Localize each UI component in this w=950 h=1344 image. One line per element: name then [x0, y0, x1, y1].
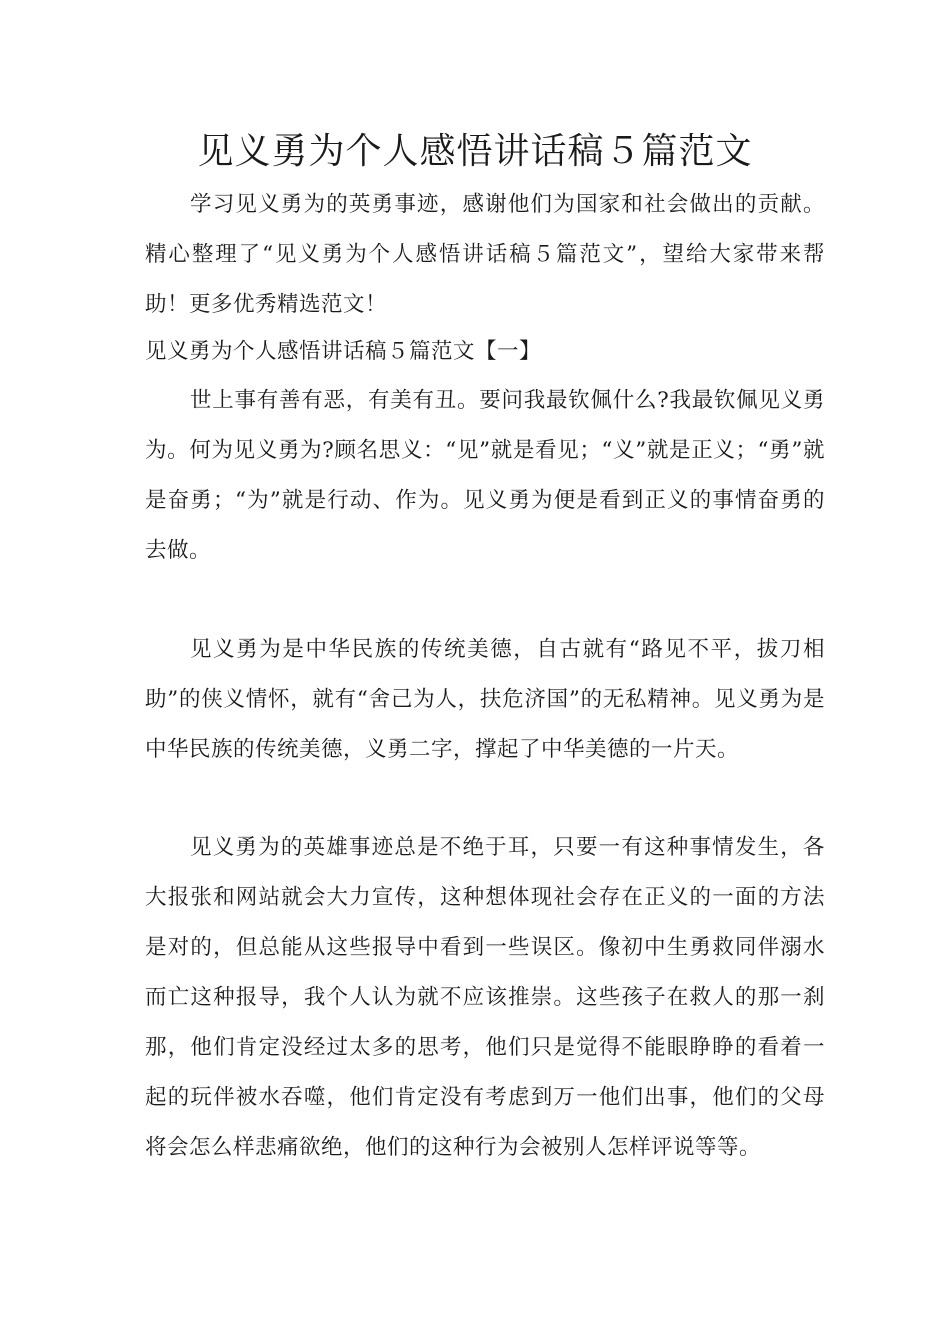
- body-paragraph-1: 世上事有善有恶，有美有丑。要问我最钦佩什么?我最钦佩见义勇为。何为见义勇为?顾名思义：“见”就是看见；“义”就是正义；“勇”就是奋勇；“为”就是行动、作为。见义勇为便是看到正义的事情奋勇的去做。: [145, 388, 825, 563]
- body-paragraph-3: 见义勇为的英雄事迹总是不绝于耳，只要一有这种事情发生，各大报张和网站就会大力宣传，这种想体现社会存在正义的一面的方法是对的，但总能从这些报导中看到一些误区。像初中生勇救同伴溺水而亡这种报导，我个人认为就不应该推崇。这些孩子在救人的那一刹那，他们肯定没经过太多的思考，他们只是觉得不能眼睁睁的看着一起的玩伴被水吞噬，他们肯定没有考虑到万一他们出事，他们的父母将会怎么样悲痛欲绝，他们的这种行为会被别人怎样评说等等。: [145, 835, 825, 1160]
- intro-paragraph: 学习见义勇为的英勇事迹，感谢他们为国家和社会做出的贡献。精心整理了“见义勇为个人感悟讲话稿５篇范文”，望给大家带来帮助！更多优秀精选范文！: [145, 192, 825, 317]
- body-paragraph-2: 见义勇为是中华民族的传统美德，自古就有“路见不平，拔刀相助”的侠义情怀，就有“舍己为人，扶危济国”的无私精神。见义勇为是中华民族的传统美德，义勇二字，撑起了中华美德的一片天。: [145, 637, 825, 762]
- document-title: 见义勇为个人感悟讲话稿５篇范文: [197, 131, 753, 172]
- section-heading: 见义勇为个人感悟讲话稿５篇范文【一】: [145, 339, 542, 364]
